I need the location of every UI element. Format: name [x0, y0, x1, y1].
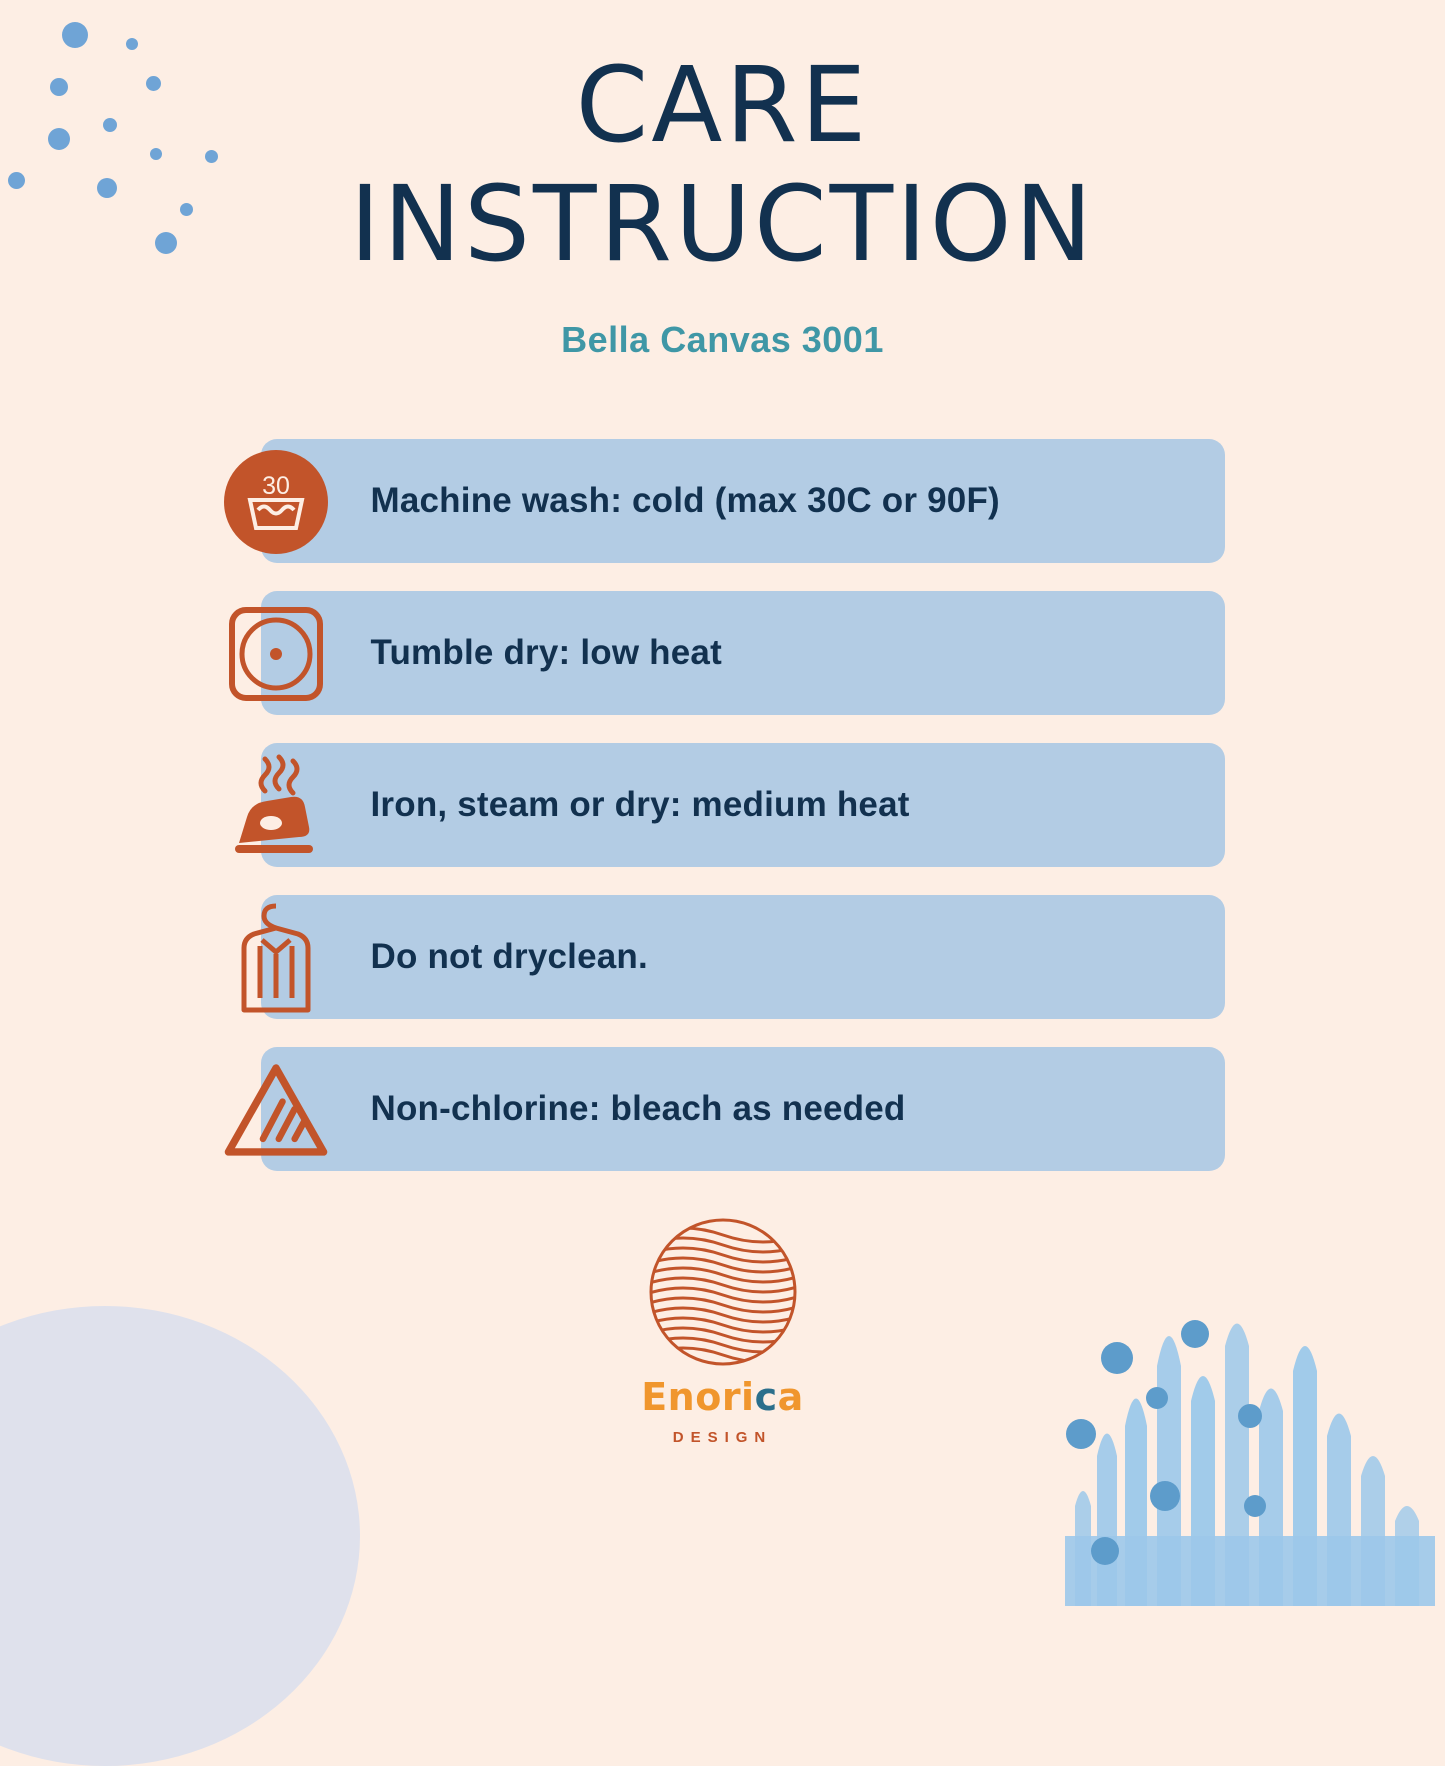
- tumble-dry-low-icon: [221, 599, 331, 709]
- svg-text:30: 30: [261, 472, 290, 501]
- instruction-list: [221, 439, 1225, 1171]
- instruction-row: [221, 439, 1225, 563]
- instruction-label: Non-chlorine: bleach as needed: [370, 1089, 906, 1129]
- logo-tagline: DESIGN: [672, 1429, 773, 1447]
- do-not-dryclean-icon: [221, 903, 331, 1013]
- instruction-label: Iron, steam or dry: medium heat: [370, 785, 910, 825]
- header: [0, 0, 1445, 361]
- machine-wash-30-icon: [221, 447, 331, 557]
- instruction-row: [221, 895, 1225, 1019]
- instruction-row: [221, 1047, 1225, 1171]
- non-chlorine-bleach-icon: [221, 1055, 331, 1165]
- decorative-brush-bottomright: [1045, 1306, 1445, 1606]
- fingerprint-logo-icon: [648, 1217, 798, 1367]
- instruction-row: [221, 591, 1225, 715]
- instruction-label: Tumble dry: low heat: [370, 633, 722, 673]
- logo: [573, 1217, 873, 1446]
- logo-name-part-1: Enori: [641, 1375, 755, 1420]
- decorative-circle-bottomleft: [0, 1306, 360, 1766]
- page-title: [0, 46, 1445, 283]
- page-title-line-2: INSTRUCTION: [349, 162, 1096, 285]
- page-subtitle: Bella Canvas 3001: [561, 319, 884, 361]
- brush-strokes-icon: [1045, 1306, 1445, 1606]
- instruction-label: Do not dryclean.: [370, 937, 648, 977]
- page-title-line-1: CARE: [575, 44, 870, 166]
- logo-name-part-2: c: [754, 1375, 778, 1420]
- iron-medium-heat-icon: [221, 751, 331, 861]
- logo-wordmark: [573, 1375, 873, 1419]
- logo-name-part-3: a: [777, 1375, 804, 1420]
- instruction-label: Machine wash: cold (max 30C or 90F): [370, 481, 1000, 521]
- instruction-row: [221, 743, 1225, 867]
